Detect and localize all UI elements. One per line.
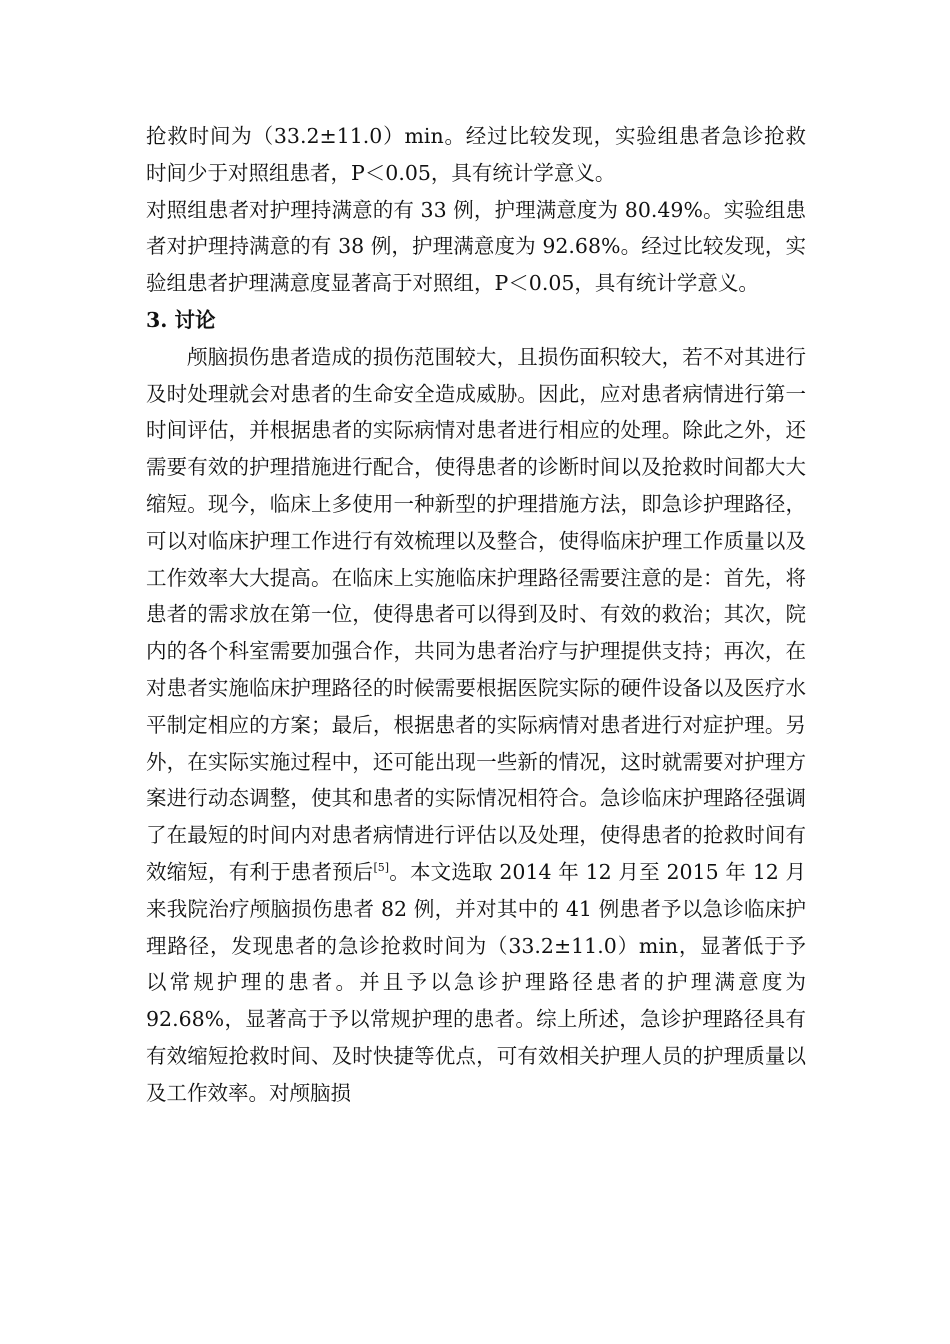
document-page [146, 118, 806, 1112]
discussion-text-part-1: 颅脑损伤患者造成的损伤范围较大，且损伤面积较大，若不对其进行及时处理就会对患者的生命安全造成威胁。因此，应对患者病情进行第一时间评估，并根据患者的实际病情对患者进行相应的处理。除此之外，还需要有效的护理措施进行配合，使得患者的诊断时间以及抢救时间都大大缩短。现今，临床上多使用一种新型的护理措施方法，即急诊护理路径，可以对临床护理工作进行有效梳理以及整合，使得临床护理工作质量以及工作效率大大提高。在临床上实施临床护理路径需要注意的是：首先，将患者的需求放在第一位，使得患者可以得到及时、有效的救治；其次，院内的各个科室需要加强合作，共同为患者治疗与护理提供支持；再次，在对患者实施临床护理路径的时候需要根据医院实际的硬件设备以及医疗水平制定相应的方案；最后，根据患者的实际病情对患者进行对症护理。另外，在实际实施过程中，还可能出现一些新的情况，这时就需要对护理方案进行动态调整，使其和患者的实际情况相符合。急诊临床护理路径强调了在最短的时间内对患者病情进行评估以及处理，使得患者的抢救时间有效缩短，有利于患者预后 [146, 344, 806, 884]
results-satisfaction-paragraph: 对照组患者对护理持满意的有 33 例，护理满意度为 80.49%。实验组患者对护理持满意的有 38 例，护理满意度为 92.68%。经过比较发现，实验组患者护理满意度显著高于对照组，P＜0.05，具有统计学意义。 [146, 197, 806, 296]
section-heading-discussion: 3. 讨论 [146, 307, 216, 332]
results-rescue-time-paragraph: 抢救时间为（33.2±11.0）min。经过比较发现，实验组患者急诊抢救时间少于对照组患者，P＜0.05，具有统计学意义。 [146, 124, 806, 185]
discussion-paragraph [146, 339, 806, 1112]
discussion-text-part-2: 。本文选取 2014 年 12 月至 2015 年 12 月来我院治疗颅脑损伤患者 82 例，并对其中的 41 例患者予以急诊临床护理路径，发现患者的急诊抢救时间为（33.2±11.0）min，显著低于予以常规护理的患者。并且予以急诊护理路径患者的护理满意度为 92.68%，显著高于予以常规护理的患者。综上所述，急诊护理路径具有有效缩短抢救时间、及时快捷等优点，可有效相关护理人员的护理质量以及工作效率。对颅脑损 [146, 859, 806, 1105]
citation-reference: [5] [373, 861, 390, 875]
